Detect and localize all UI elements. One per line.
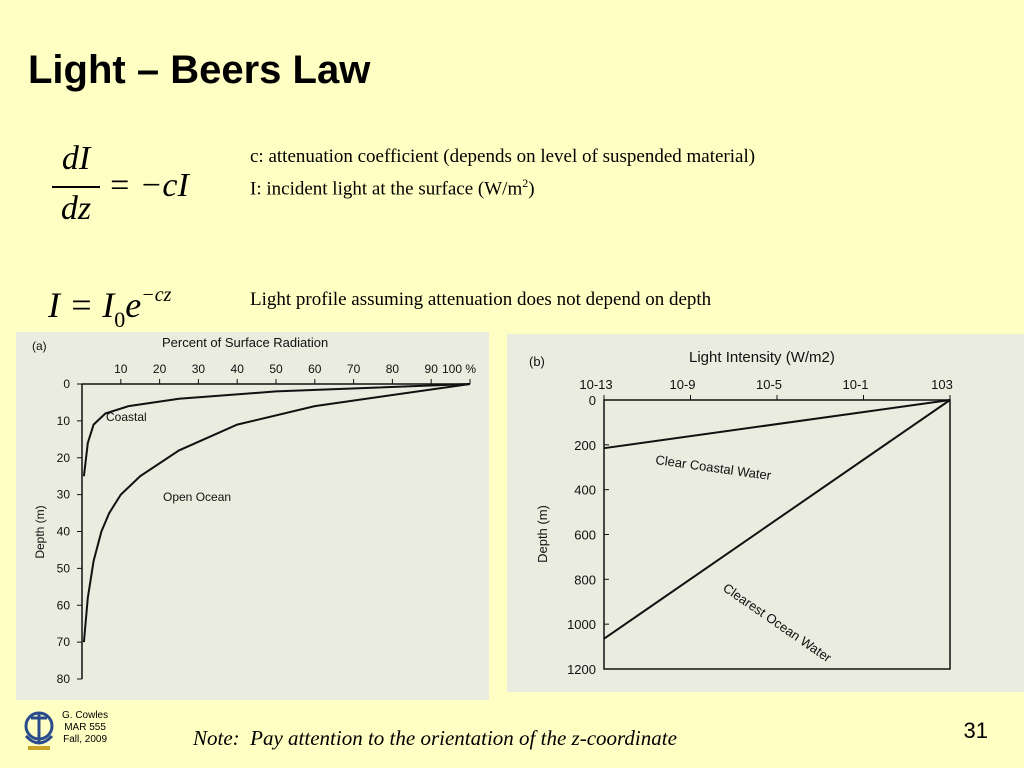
differential-equation — [44, 140, 204, 240]
chart-b-y-tick-label: 400 — [574, 482, 596, 498]
chart-b-y-tick-label: 0 — [588, 393, 596, 408]
chart-a-y-tick-label: 80 — [56, 672, 70, 686]
slide-title: Light – Beers Law — [28, 48, 371, 92]
chart-a-x-tick-label: 40 — [230, 362, 244, 376]
fraction-numerator: dI — [61, 140, 91, 177]
chart-a-x-tick-label: 100 % — [441, 362, 477, 376]
exponential-equation — [48, 284, 171, 333]
chart-a-x-tick-label: 60 — [308, 362, 322, 376]
profile-note: Light profile assuming attenuation does not depend on depth — [250, 289, 712, 310]
chart-a-svg — [16, 332, 489, 700]
chart-a-x-tick-label: 30 — [191, 362, 206, 376]
chart-a-x-tick-label: 70 — [346, 362, 361, 376]
chart-b-x-tick-label: 103 — [931, 377, 953, 392]
chart-a-y-tick-label: 20 — [56, 450, 70, 465]
chart-a-y-tick-label: 0 — [63, 377, 70, 391]
chart-a-series-label: Coastal — [106, 410, 147, 424]
chart-b-y-tick-label: 1000 — [567, 617, 596, 633]
chart-b-y-tick-label: 600 — [574, 527, 596, 543]
chart-b-svg — [507, 334, 1024, 692]
derivative-fraction — [48, 140, 104, 234]
chart-b-series-label: Clear Coastal Water — [654, 452, 773, 483]
definition-i-superscript: 2 — [522, 176, 529, 190]
eq2-exp-base: e — [125, 285, 142, 325]
chart-a-x-tick-label: 80 — [385, 362, 400, 376]
course-term: Fall, 2009 — [63, 734, 108, 745]
chart-a-y-tick-label: 30 — [56, 487, 70, 502]
eq2-subscript: 0 — [114, 307, 126, 332]
chart-b-x-tick-label: 10-5 — [755, 377, 783, 392]
definition-i — [250, 176, 535, 200]
chart-a-x-tick-label: 20 — [152, 362, 167, 376]
chart-a-y-tick-label: 50 — [56, 561, 70, 576]
fraction-bar — [52, 186, 100, 188]
chart-a-title: Percent of Surface Radiation — [162, 335, 329, 350]
chart-b-title: Light Intensity (W/m2) — [689, 349, 835, 366]
chart-b-series-line — [604, 400, 950, 639]
definition-i-close: ) — [528, 178, 535, 200]
eq2-exponent: −cz — [141, 284, 172, 306]
chart-b-x-tick-label: 10-9 — [669, 377, 696, 392]
page-number: 31 — [963, 718, 988, 743]
chart-a-x-tick-label: 50 — [269, 362, 283, 376]
chart-b-y-tick-label: 200 — [574, 437, 596, 453]
eq2-lhs: I = I — [48, 285, 115, 325]
chart-a — [16, 332, 489, 700]
chart-a-series-line — [84, 384, 470, 476]
chart-a-x-tick-label: 90 — [424, 362, 438, 376]
equation-rhs: = −cI — [108, 167, 189, 204]
fraction-denominator: dz — [60, 190, 92, 227]
chart-a-y-tick-label: 60 — [56, 598, 70, 613]
chart-a-panel-label: (a) — [32, 339, 47, 353]
chart-b-series-label: Clearest Ocean Water — [720, 580, 835, 666]
chart-b-series-line — [604, 400, 950, 448]
chart-b-panel-label: (b) — [529, 354, 545, 369]
footer-note: Note: Pay attention to the orientation of the z-coordinate — [193, 726, 677, 750]
chart-a-y-label: Depth (m) — [33, 505, 47, 559]
chart-a-y-tick-label: 70 — [56, 635, 70, 650]
chart-b-y-tick-label: 800 — [574, 572, 596, 588]
chart-b-y-tick-label: 1200 — [567, 662, 596, 677]
chart-b-x-tick-label: 10-13 — [579, 377, 613, 392]
anchor-logo-icon — [20, 708, 58, 752]
definition-c: c: attenuation coefficient (depends on level of suspended material) — [250, 146, 756, 167]
definition-i-text: I: incident light at the surface (W/m — [250, 178, 523, 200]
author-name: G. Cowles — [62, 710, 109, 721]
chart-a-y-tick-label: 10 — [56, 413, 70, 428]
chart-b-x-tick-label: 10-1 — [842, 377, 869, 392]
course-code: MAR 555 — [64, 722, 106, 733]
author-info — [62, 710, 108, 746]
chart-a-series-label: Open Ocean — [163, 490, 232, 504]
chart-b — [507, 334, 1024, 692]
chart-b-y-label: Depth (m) — [535, 505, 550, 563]
chart-a-x-tick-label: 10 — [114, 362, 128, 376]
chart-a-y-tick-label: 40 — [56, 524, 70, 539]
